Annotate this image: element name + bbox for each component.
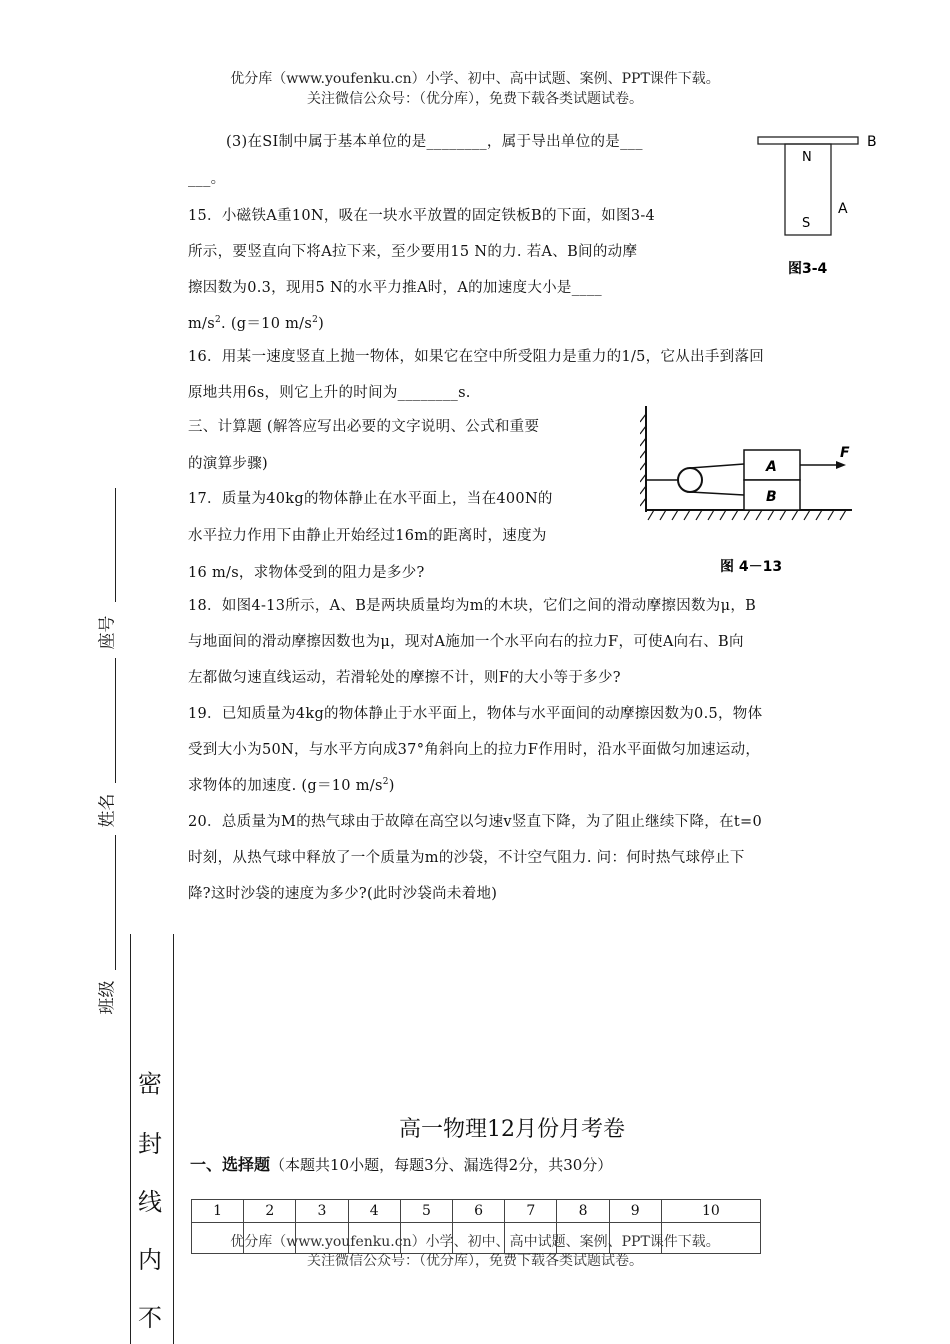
q18-line2: 与地面间的滑动摩擦因数也为μ，现对A施加一个水平向右的拉力F，可使A向右、B向	[188, 634, 744, 650]
exam-title: 高一物理12月份月考卷	[399, 1117, 625, 1142]
seal-char-3: 线	[138, 1188, 162, 1216]
q15-line2: 所示，要竖直向下将A拉下来，至少要用15 N的力. 若A、B间的动摩	[188, 244, 638, 260]
answer-number: 10	[661, 1200, 760, 1223]
header-line-2: 关注微信公众号：（优分库），免费下载各类试题试卷。	[307, 91, 643, 107]
pulley	[678, 468, 702, 492]
class-underline	[115, 835, 116, 970]
q19-line3: 求物体的加速度. (g＝10 $m/s^2$)	[188, 777, 395, 794]
q16-line2: 原地共用6s，则它上升的时间为________s.	[188, 385, 471, 401]
q20-line3: 降?这时沙袋的速度为多少?(此时沙袋尚未着地)	[188, 886, 498, 902]
fig413-label-f: F	[840, 445, 850, 461]
q20-line2: 时刻，从热气球中释放了一个质量为m的沙袋，不计空气阻力. 问：何时热气球停止下	[188, 850, 745, 866]
class-label: 班级	[97, 980, 118, 1015]
fig413-label-a: A	[766, 459, 777, 475]
fig34-label-b: B	[867, 134, 877, 150]
section3-heading-line1: 三、计算题 (解答应写出必要的文字说明、公式和重要	[188, 419, 540, 435]
answer-number: 7	[505, 1200, 557, 1223]
q20-line1: 20．总质量为M的热气球由于故障在高空以匀速v竖直下降，为了阻止继续下降，在t=0	[188, 814, 762, 830]
seat-underline	[115, 488, 116, 602]
answer-number: 9	[609, 1200, 661, 1223]
q15-line1: 15．小磁铁A重10N，吸在一块水平放置的固定铁板B的下面，如图3-4	[188, 208, 656, 224]
fig413-label-b: B	[766, 489, 777, 505]
answer-number: 8	[557, 1200, 609, 1223]
q18-line3: 左都做匀速直线运动，若滑轮处的摩擦不计，则F的大小等于多少?	[188, 670, 621, 686]
q14-part3-line1: (3)在SI制中属于基本单位的是________，属于导出单位的是___	[226, 134, 643, 150]
name-label: 姓名	[97, 793, 118, 828]
q18-line1: 18．如图4-13所示，A、B是两块质量均为m的木块，它们之间的滑动摩擦因数为μ，B	[188, 598, 757, 614]
q19-line1: 19．已知质量为4kg的物体静止于水平面上，物体与水平面间的动摩擦因数为0.5，物体	[188, 706, 763, 722]
answer-number-row	[192, 1200, 761, 1223]
seal-char-2: 封	[138, 1130, 162, 1158]
q14-part3-line2: ___。	[188, 171, 226, 187]
seal-char-5: 不	[138, 1304, 162, 1332]
iron-plate-b	[758, 137, 858, 144]
q15-line4: $m/s^2$. (g＝10 $m/s^2$)	[188, 315, 325, 332]
section3-heading-line2: 的演算步骤)	[188, 456, 268, 472]
q17-line3: 16 m/s，求物体受到的阻力是多少?	[188, 565, 425, 581]
name-underline	[115, 658, 116, 783]
fig34-label-n: N	[802, 150, 812, 165]
seat-label: 座号	[97, 615, 118, 650]
answer-number: 4	[348, 1200, 400, 1223]
footer-line-1: 优分库（www.youfenku.cn）小学、初中、高中试题、案例、PPT课件下载。	[230, 1234, 720, 1250]
footer-line-2: 关注微信公众号：（优分库），免费下载各类试题试卷。	[307, 1253, 643, 1269]
fig34-label-s: S	[802, 216, 811, 231]
seal-char-1: 密	[138, 1070, 162, 1098]
figure-3-4	[750, 128, 890, 288]
fig34-label-a: A	[838, 201, 848, 217]
seal-char-4: 内	[138, 1246, 162, 1274]
q17-line1: 17．质量为40kg的物体静止在水平面上，当在400N的	[188, 491, 553, 507]
answer-number: 6	[453, 1200, 505, 1223]
ground-hatching	[648, 510, 846, 520]
section1-note: （本题共10小题，每题3分、漏选得2分，共30分）	[270, 1156, 613, 1174]
fig34-caption: 图3-4	[788, 261, 828, 277]
answer-number: 3	[296, 1200, 348, 1223]
rope-bottom	[690, 492, 744, 495]
rope-top	[690, 464, 744, 468]
q16-line1: 16．用某一速度竖直上抛一物体，如果它在空中所受阻力是重力的1/5，它从出手到落回	[188, 349, 765, 365]
answer-number: 5	[400, 1200, 452, 1223]
section1-heading	[190, 1152, 612, 1175]
answer-number: 1	[192, 1200, 244, 1223]
q19-line2: 受到大小为50N，与水平方向成37°角斜向上的拉力F作用时，沿水平面做匀加速运动，	[188, 742, 761, 758]
fig413-caption: 图 4－13	[720, 559, 783, 575]
q15-line3: 擦因数为0.3，现用5 N的水平力推A时，A的加速度大小是____	[188, 280, 602, 296]
answer-number: 2	[244, 1200, 296, 1223]
header-line-1: 优分库（www.youfenku.cn）小学、初中、高中试题、案例、PPT课件下载。	[230, 71, 720, 87]
section1-title: 一、选择题	[190, 1155, 271, 1174]
figure-4-13	[640, 404, 860, 584]
q17-line2: 水平拉力作用下由静止开始经过16m的距离时，速度为	[188, 528, 547, 544]
